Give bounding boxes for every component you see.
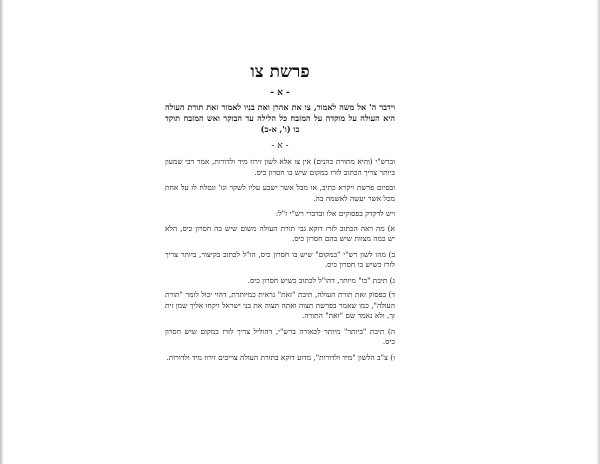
paragraph-question-b: ב) מהו לשון רש"י "במקום" שיש בו חסרון כיס, הו"ל לכתוב בקיצור, ביותר צריך לזרז כשיש בו חסרון כיס. xyxy=(165,249,395,269)
sub-section-marker: - א - xyxy=(271,141,289,151)
paragraph-question-c: ג) תיבת "בו" מיותר, דהו"ל לכתוב כשיש חסרון כיס. xyxy=(247,275,395,285)
verse-quote: וידבר ה' אל משה לאמור, צו את אהרן ואת בניו לאמור זאת תורת העולה היא העולה על מוקדה על המזבח כל הלילה עד הבוקר ואש המזבח תוקד בו (ו', א-ב) xyxy=(165,102,395,134)
text-column xyxy=(165,62,395,368)
scan-edge-left xyxy=(0,0,4,464)
paragraph-question-d: ד) בפסוק זאת תורת העולה, תיבת "זאת" נראית כמיותרת, דהוי יכול לומר "תורת העולה", כמו שאמר בפרשת תצוה ואתה תצוה את בני ישראל ויקחו אליך שמן זית זך, ולא נאמר שם "זאת" התורה. xyxy=(165,290,395,320)
paragraph-question-f: ו) צ"ב הלשון "מיד ולדורות", מדוע דוקא בתורת העולה צריכים זירוז מיד ולדורות. xyxy=(166,352,395,362)
paragraph-vayikra-ending: ובסיום פרשת ויקרא כתיב, או מכל אשר ישבע עליו לשקר וגו' ונסלח לו על אחת מכל אשר יעשה לאשמה בה. xyxy=(165,183,395,203)
paragraph-question-a: א) מה ראה הכתוב לזרז דוקא גבי תורת העולה משום שיש בה חסרון כיס, הלא יש כמה מצוות שיש בהם חסרון כיס. xyxy=(165,223,395,243)
paragraph-question-e: ה) תיבת "ביותר" מיותר לכאורה ברש"י, דהוליל צריך לזרז במקום שיש חסרון כיס. xyxy=(165,326,395,346)
paragraph-questions-intro: ויש לדקדק בפסוקים אלו ובדברי רש"י ז"ל: xyxy=(275,209,395,218)
page-title: פרשת צו xyxy=(250,62,310,82)
section-marker: - א - xyxy=(270,88,290,98)
paragraph-rashi-intro: וברש"י (והיא מתורת כהנים) אין צו אלא לשון זירוז מיד ולדורות, אמר רבי שמעון ביותר צריך הכתוב לזרז במקום שיש בו חסרון כיס. xyxy=(165,157,395,177)
scan-edge-right xyxy=(596,0,600,464)
